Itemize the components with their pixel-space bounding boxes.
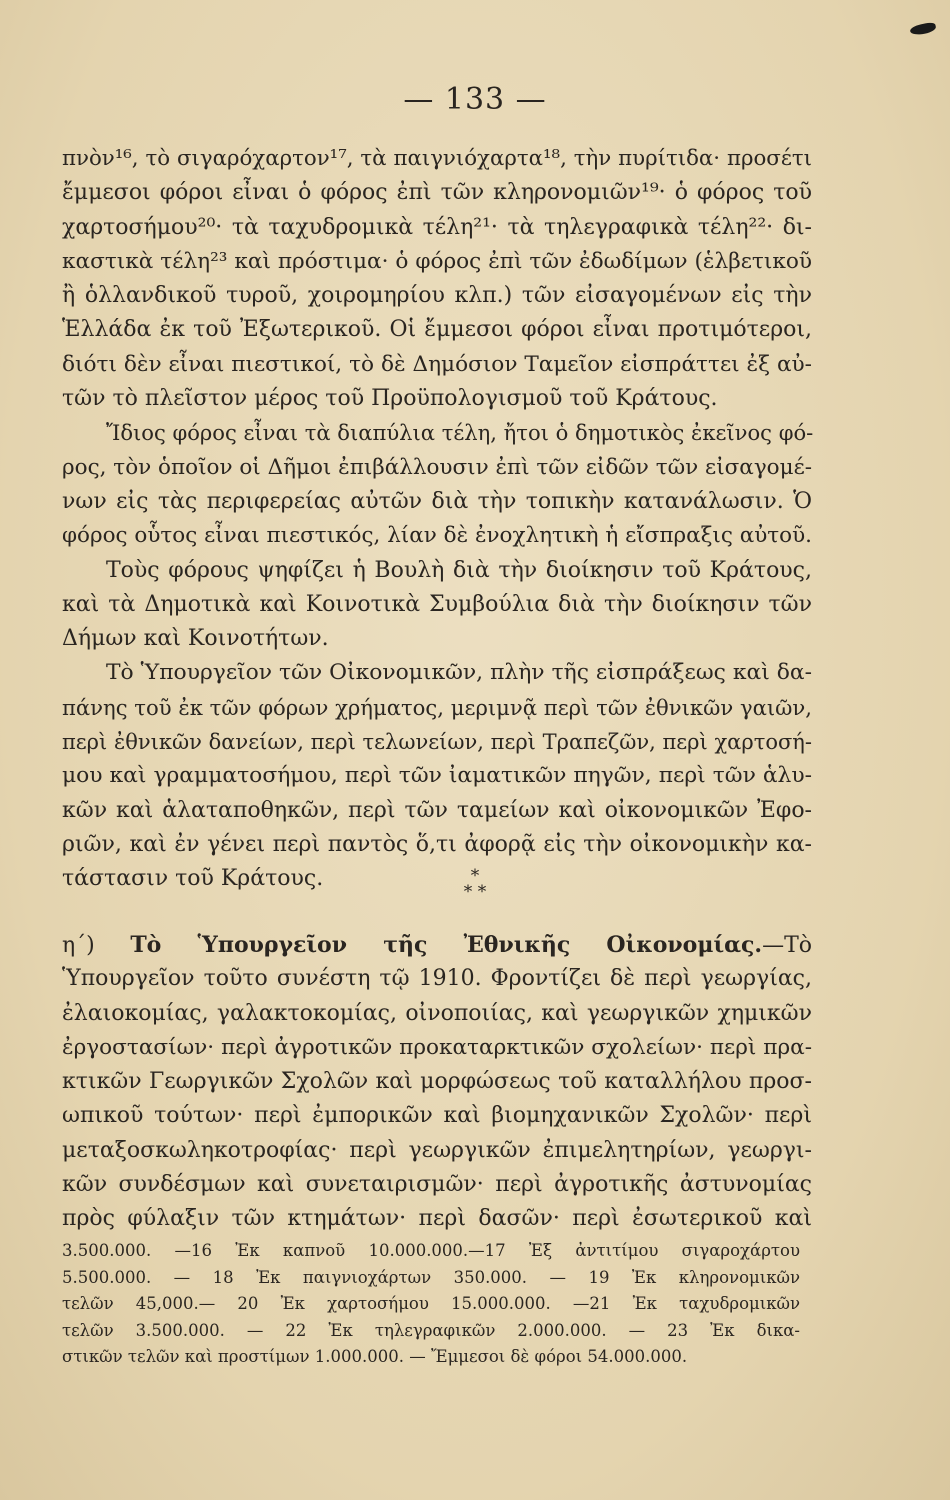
text-line: ἢ ὁλλανδικοῦ τυροῦ, χοιρομηρίου κλπ.) τῶν εἰσαγομένων εἰς τὴν: [62, 283, 812, 309]
text-line: νων εἰς τὰς περιφερείας αὐτῶν διὰ τὴν τοπικὴν κατανάλωσιν. Ὁ: [62, 488, 812, 514]
footnote-line: τελῶν 45,000.— 20 Ἐκ χαρτοσήμου 15.000.000. —21 Ἐκ ταχυδρομικῶν: [62, 1294, 800, 1313]
text-line: τάστασιν τοῦ Κράτους.: [62, 866, 324, 892]
text-line: πάνης τοῦ ἐκ τῶν φόρων χρήματος, μεριμνᾷ περὶ τῶν ἐθνικῶν γαιῶν,: [62, 694, 812, 720]
asterism-bottom: * *: [463, 882, 487, 902]
text-line: πρὸς φύλαξιν τῶν κτημάτων· περὶ δασῶν· περὶ ἐσωτερικοῦ καὶ: [62, 1206, 812, 1232]
asterism-top: *: [470, 866, 480, 886]
footnote-line: 3.500.000. —16 Ἐκ καπνοῦ 10.000.000.—17 Ἐξ ἀντιτίμου σιγαροχάρτου: [62, 1241, 800, 1260]
text-line: ἔμμεσοι φόροι εἶναι ὁ φόρος ἐπὶ τῶν κληρονομιῶν¹⁹· ὁ φόρος τοῦ: [62, 180, 812, 206]
text-line: κτικῶν Γεωργικῶν Σχολῶν καὶ μορφώσεως τοῦ καταλλήλου προσ-: [62, 1069, 812, 1095]
text-line: κῶν συνδέσμων καὶ συνεταιρισμῶν· περὶ ἀγροτικῆς ἀστυνομίας: [62, 1172, 812, 1198]
text-line: καστικὰ τέλη²³ καὶ πρόστιμα· ὁ φόρος ἐπὶ τῶν ἐδωδίμων (ἑλβετικοῦ: [62, 248, 812, 274]
text-line: χαρτοσήμου²⁰· τὰ ταχυδρομικὰ τέλη²¹· τὰ τηλεγραφικὰ τέλη²²· δι-: [62, 214, 812, 240]
text-line: μου καὶ γραμματοσήμου, περὶ τῶν ἰαματικῶν πηγῶν, περὶ τῶν ἁλυ-: [62, 763, 812, 789]
text-line: ἐλαιοκομίας, γαλακτοκομίας, οἰνοποιίας, καὶ γεωργικῶν χημικῶν: [62, 1000, 812, 1026]
section-title-continuation: —Τὸ: [762, 933, 812, 958]
text-line: ωπικοῦ τούτων· περὶ ἐμπορικῶν καὶ βιομηχανικῶν Σχολῶν· περὶ: [62, 1103, 812, 1129]
text-line: Ὑπουργεῖον τοῦτο συνέστη τῷ 1910. Φροντίζει δὲ περὶ γεωργίας,: [62, 966, 812, 992]
text-line: τῶν τὸ πλεῖστον μέρος τοῦ Προϋπολογισμοῦ τοῦ Κράτους.: [62, 386, 718, 412]
footnotes: [62, 1238, 800, 1371]
text-line: κῶν καὶ ἁλαταποθηκῶν, περὶ τῶν ταμείων καὶ οἰκονομικῶν Ἐφο-: [62, 797, 812, 823]
text-line: ἐργοστασίων· περὶ ἀγροτικῶν προκαταρκτικῶν σχολείων· περὶ πρα-: [62, 1034, 812, 1060]
text-line: Τοὺς φόρους ψηφίζει ἡ Βουλὴ διὰ τὴν διοίκησιν τοῦ Κράτους,: [106, 557, 812, 583]
text-line: μεταξοσκωληκοτροφίας· περὶ γεωργικῶν ἐπιμελητηρίων, γεωργι-: [62, 1137, 812, 1163]
section-text: [62, 928, 812, 1237]
ink-blot-icon: [909, 21, 937, 36]
text-line: καὶ τὰ Δημοτικὰ καὶ Κοινοτικὰ Συμβούλια διὰ τὴν διοίκησιν τῶν: [62, 591, 812, 617]
section-number: η΄): [62, 933, 95, 958]
footnote-line: τελῶν 3.500.000. — 22 Ἐκ τηλεγραφικῶν 2.000.000. — 23 Ἐκ δικα-: [62, 1320, 800, 1340]
text-line: ρος, τὸν ὁποῖον οἱ Δῆμοι ἐπιβάλλουσιν ἐπὶ τῶν εἰδῶν τῶν εἰσαγομέ-: [62, 454, 812, 480]
body-text: [62, 142, 812, 897]
footnote-line: στικῶν τελῶν καὶ προστίμων 1.000.000. — Ἔμμεσοι δὲ φόροι 54.000.000.: [62, 1347, 688, 1366]
text-line: ριῶν, καὶ ἐν γένει περὶ παντὸς ὅ,τι ἀφορᾷ εἰς τὴν οἰκονομικὴν κα-: [62, 831, 812, 857]
text-line: Ἴδιος φόρος εἶναι τὰ διαπύλια τέλη, ἤτοι ὁ δημοτικὸς ἐκεῖνος φό-: [106, 420, 814, 446]
text-line: Τὸ Ὑπουργεῖον τῶν Οἰκονομικῶν, πλὴν τῆς εἰσπράξεως καὶ δα-: [106, 660, 812, 686]
text-line: πνὸν¹⁶, τὸ σιγαρόχαρτον¹⁷, τὰ παιγνιόχαρτα¹⁸, τὴν πυρίτιδα· προσέτι: [62, 146, 812, 171]
text-line: φόρος οὗτος εἶναι πιεστικός, λίαν δὲ ἐνοχλητικὴ ἡ εἴσπραξις αὐτοῦ.: [62, 523, 812, 549]
asterism-divider: [0, 868, 950, 900]
text-line: περὶ ἐθνικῶν δανείων, περὶ τελωνείων, περὶ Τραπεζῶν, περὶ χαρτοσή-: [62, 729, 812, 755]
footnote-line: 5.500.000. — 18 Ἐκ παιγνιοχάρτων 350.000. — 19 Ἐκ κληρονομικῶν: [62, 1267, 800, 1287]
text-line: Δήμων καὶ Κοινοτήτων.: [62, 626, 329, 652]
section-title: Τὸ Ὑπουργεῖον τῆς Ἐθνικῆς Οἰκονομίας.: [130, 932, 763, 958]
page-number: — 133 —: [403, 82, 547, 117]
text-line: Ἑλλάδα ἐκ τοῦ Ἐξωτερικοῦ. Οἱ ἔμμεσοι φόροι εἶναι προτιμότεροι,: [62, 317, 812, 343]
text-line: διότι δὲν εἶναι πιεστικοί, τὸ δὲ Δημόσιον Ταμεῖον εἰσπράττει ἐξ αὐ-: [62, 351, 812, 377]
section-heading-line: [62, 928, 812, 962]
